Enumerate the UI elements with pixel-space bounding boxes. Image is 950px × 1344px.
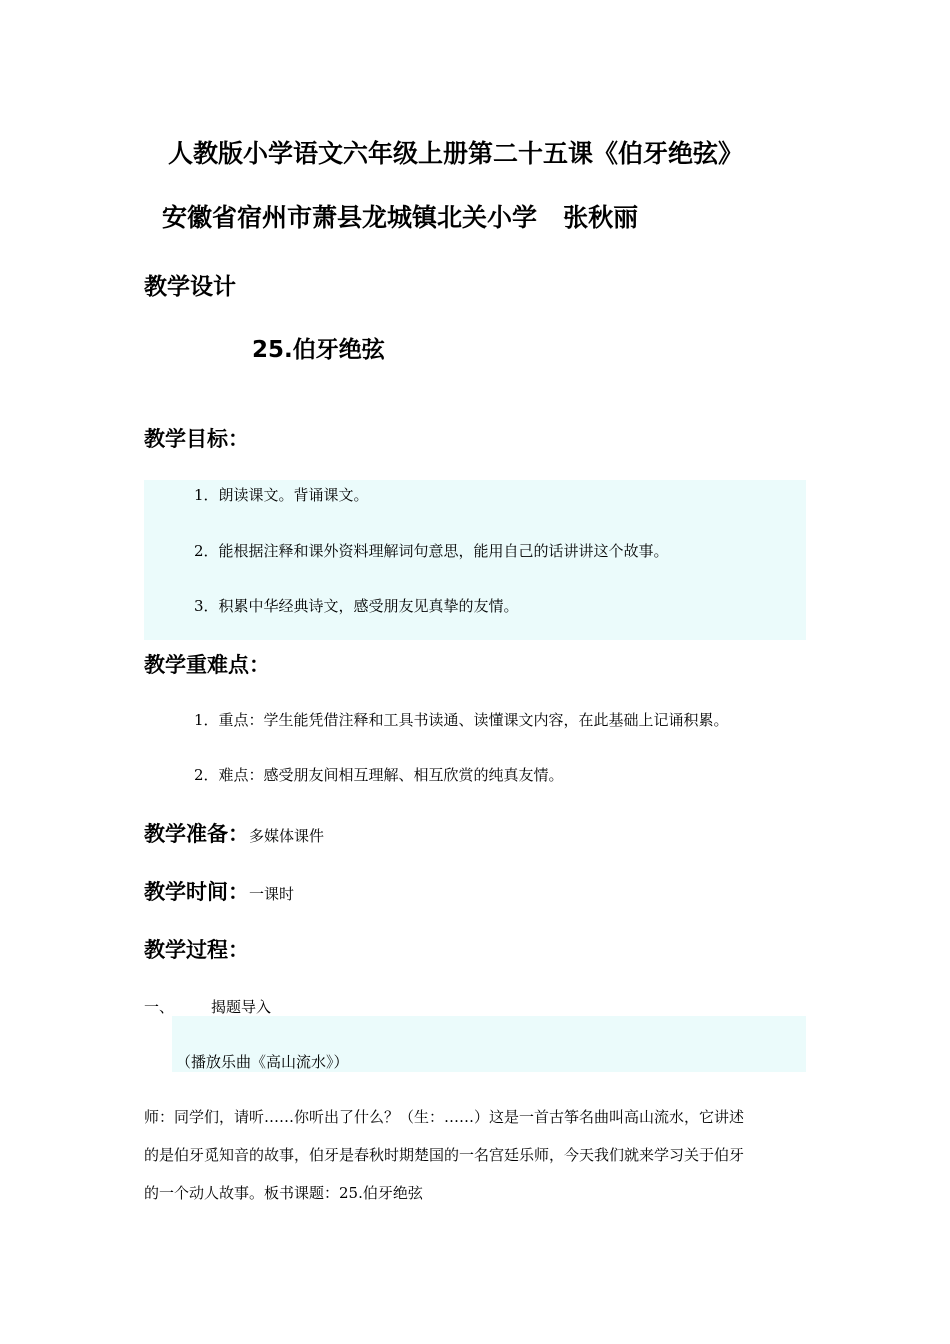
time-heading: 教学时间：: [144, 880, 249, 904]
paragraph-line-1: 师：同学们，请听……你听出了什么？（生：……）这是一首古筝名曲叫高山流水，它讲述: [144, 1108, 745, 1126]
prep-line: [144, 818, 324, 848]
goal-item-2: 2．能根据注释和课外资料理解词句意思，能用自己的话讲讲这个故事。: [194, 542, 669, 560]
prep-value: 多媒体课件: [249, 827, 325, 845]
step-title: 揭题导入: [211, 998, 272, 1016]
key-points-heading: 教学重难点：: [144, 653, 270, 677]
paragraph-line-2: 的是伯牙觅知音的故事，伯牙是春秋时期楚国的一名宫廷乐师，今天我们就来学习关于伯牙: [144, 1146, 745, 1164]
author-line: 安徽省宿州市萧县龙城镇北关小学 张秋丽: [162, 203, 639, 232]
goal-item-3: 3．积累中华经典诗文，感受朋友见真挚的友情。: [194, 597, 519, 615]
document-title: 人教版小学语文六年级上册第二十五课《伯牙绝弦》: [168, 139, 744, 168]
goal-item-1: 1．朗读课文。背诵课文。: [194, 486, 369, 504]
time-line: [144, 876, 294, 906]
time-value: 一课时: [249, 885, 295, 903]
key-point-1: 1．重点：学生能凭借注释和工具书读通、读懂课文内容，在此基础上记诵积累。: [194, 711, 729, 729]
music-note: （播放乐曲《高山流水》）: [176, 1053, 349, 1071]
prep-heading: 教学准备：: [144, 822, 249, 846]
goals-heading: 教学目标：: [144, 427, 249, 451]
process-heading: 教学过程：: [144, 938, 249, 962]
step-number: 一、: [144, 998, 175, 1016]
key-point-2: 2．难点：感受朋友间相互理解、相互欣赏的纯真友情。: [194, 766, 564, 784]
design-heading: 教学设计: [144, 274, 236, 300]
lesson-title: 25.伯牙绝弦: [252, 337, 385, 363]
paragraph-line-3: 的一个动人故事。板书课题：25.伯牙绝弦: [144, 1184, 423, 1202]
